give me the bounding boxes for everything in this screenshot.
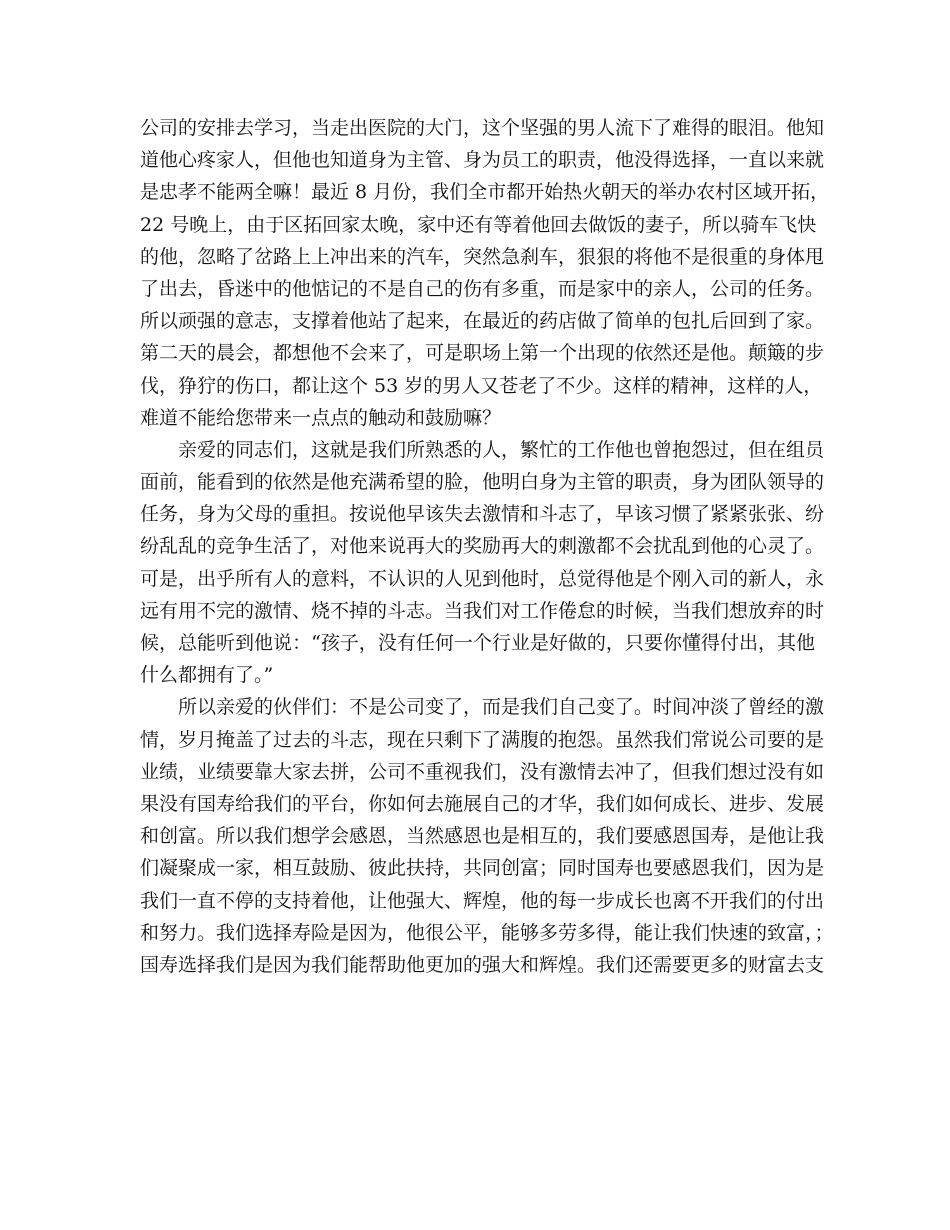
text-line: 所以亲爱的伙伴们：不是公司变了，而是我们自己变了。时间冲淡了曾经的激 (178, 696, 825, 719)
text-line: 国寿选择我们是因为我们能帮助他更加的强大和辉煌。我们还需要更多的财富去支 (140, 953, 825, 976)
text-line: 任务，身为父母的重担。按说他早该失去激情和斗志了，早该习惯了紧紧张张、纷 (140, 503, 825, 526)
text-line: 是忠孝不能两全嘛！最近 8 月份，我们全市都开始热火朝天的举办农村区域开拓， (140, 181, 830, 204)
text-line: 22 号晚上，由于区拓回家太晚，家中还有等着他回去做饭的妻子，所以骑车飞快 (140, 213, 817, 236)
text-line: 的他，忽略了岔路上上冲出来的汽车，突然急刹车，狠狠的将他不是很重的身体甩 (140, 245, 825, 268)
text-line: 果没有国寿给我们的平台，你如何去施展自己的才华，我们如何成长、进步、发展 (140, 792, 825, 815)
text-line: 亲爱的同志们，这就是我们所熟悉的人，繁忙的工作他也曾抱怨过，但在组员 (178, 438, 825, 461)
text-line: 可是，出乎所有人的意料，不认识的人见到他时，总觉得他是个刚入司的新人，永 (140, 567, 825, 590)
text-line: 所以顽强的意志，支撑着他站了起来，在最近的药店做了简单的包扎后回到了家。 (140, 310, 825, 333)
text-line: 远有用不完的激情、烧不掉的斗志。当我们对工作倦怠的时候，当我们想放弃的时 (140, 599, 825, 622)
text-line: 我们一直不停的支持着他，让他强大、辉煌，他的每一步成长也离不开我们的付出 (140, 889, 825, 912)
text-line: 业绩，业绩要靠大家去拼，公司不重视我们，没有激情去冲了，但我们想过没有如 (140, 760, 825, 783)
text-line: 们凝聚成一家，相互鼓励、彼此扶持，共同创富；同时国寿也要感恩我们，因为是 (140, 857, 825, 880)
text-line: 公司的安排去学习，当走出医院的大门，这个坚强的男人流下了难得的眼泪。他知 (140, 117, 825, 139)
text-line: 道他心疼家人，但他也知道身为主管、身为员工的职责，他没得选择，一直以来就 (140, 149, 825, 172)
text-line: 难道不能给您带来一点点的触动和鼓励嘛？ (140, 406, 502, 429)
text-line: 伐，狰狞的伤口，都让这个 53 岁的男人又苍老了不少。这样的精神，这样的人， (140, 374, 823, 397)
text-line: 候，总能听到他说：“孩子，没有任何一个行业是好做的，只要你懂得付出，其他 (140, 632, 815, 654)
document-body (140, 112, 834, 981)
text-line: 纷乱乱的竞争生活了，对他来说再大的奖励再大的刺激都不会扰乱到他的心灵了。 (140, 535, 825, 558)
text-line: 什么都拥有了。” (140, 664, 274, 687)
text-line: 面前，能看到的依然是他充满希望的脸，他明白身为主管的职责，身为团队领导的 (140, 471, 825, 494)
text-line: 和努力。我们选择寿险是因为，他很公平，能够多劳多得，能让我们快速的致富，； (140, 921, 834, 944)
text-line: 第二天的晨会，都想他不会来了，可是职场上第一个出现的依然还是他。颠簸的步 (140, 342, 825, 365)
text-line: 了出去，昏迷中的他惦记的不是自己的伤有多重，而是家中的亲人，公司的任务。 (140, 277, 825, 300)
text-line: 和创富。所以我们想学会感恩，当然感恩也是相互的，我们要感恩国寿，是他让我 (140, 825, 825, 848)
text-line: 情，岁月掩盖了过去的斗志，现在只剩下了满腹的抱怨。虽然我们常说公司要的是 (140, 728, 825, 751)
